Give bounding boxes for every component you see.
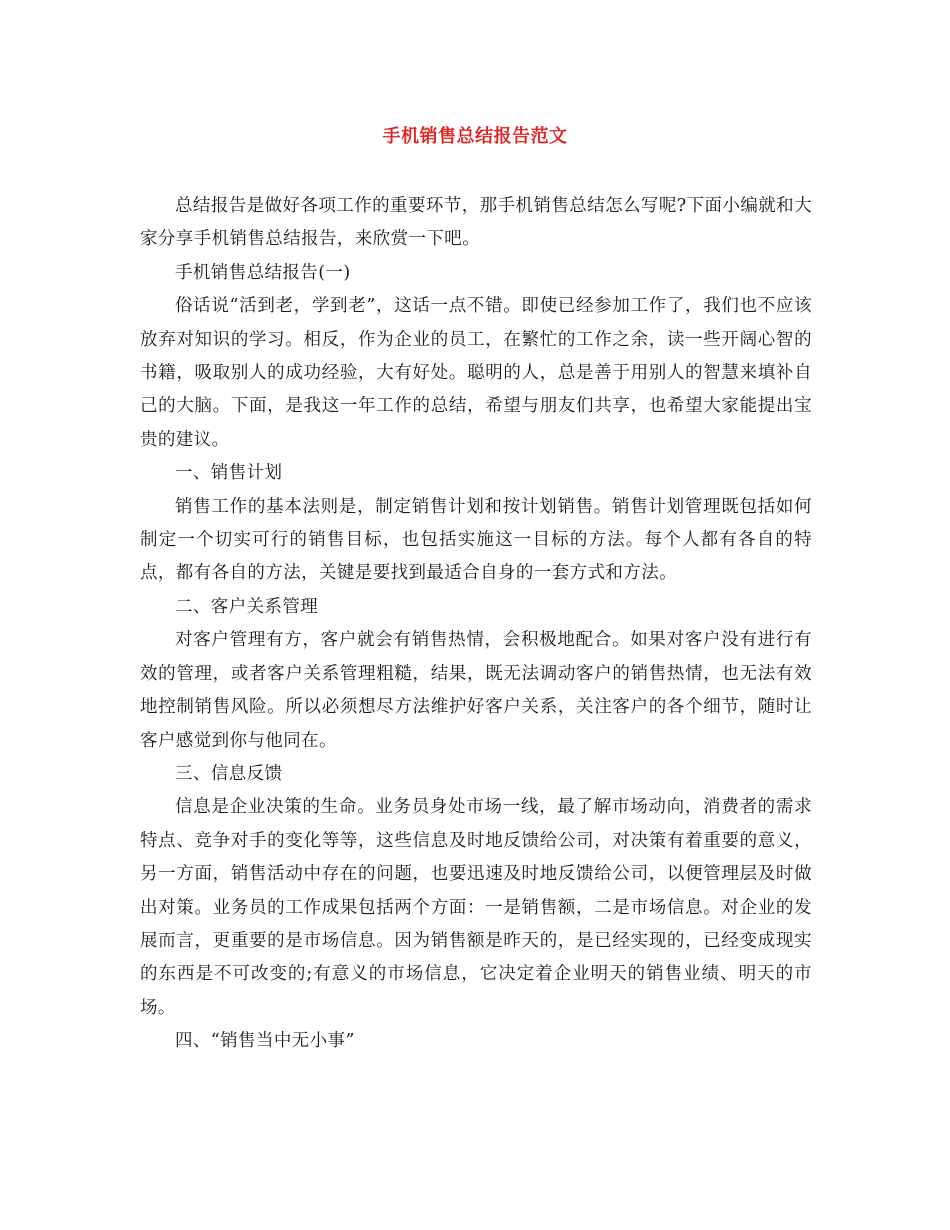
section-heading-customer-relations: 二、客户关系管理 [175,596,319,617]
section-heading-information-feedback: 三、信息反馈 [175,763,283,784]
section-heading-sales-plan: 一、销售计划 [175,463,283,484]
section-text-sales-plan: 销售工作的基本法则是，制定销售计划和按计划销售。销售计划管理既包括如何制定一个切实可行的销售目标，也包括实施这一目标的方法。每个人都有各自的特点，都有各自的方法，关键是要找到最适合自身的一套方式和方法。 [140,496,812,584]
section-text-customer-relations: 对客户管理有方，客户就会有销售热情，会积极地配合。如果对客户没有进行有效的管理，或者客户关系管理粗糙，结果，既无法调动客户的销售热情，也无法有效地控制销售风险。所以必须想尽方法维护好客户关系，关注客户的各个细节，随时让客户感觉到你与他同在。 [140,630,812,751]
document-title: 手机销售总结报告范文 [382,126,568,147]
opening-paragraph: 俗话说“活到老，学到老”，这话一点不错。即使已经参加工作了，我们也不应该放弃对知识的学习。相反，作为企业的员工，在繁忙的工作之余，读一些开阔心智的书籍，吸取别人的成功经验，大有好处。聪明的人，总是善于用别人的智慧来填补自己的大脑。下面，是我这一年工作的总结，希望与朋友们共享，也希望大家能提出宝贵的建议。 [140,296,812,450]
section-text-information-feedback: 信息是企业决策的生命。业务员身处市场一线，最了解市场动向，消费者的需求特点、竞争对手的变化等等，这些信息及时地反馈给公司，对决策有着重要的意义，另一方面，销售活动中存在的问题，也要迅速及时地反馈给公司，以便管理层及时做出对策。业务员的工作成果包括两个方面：一是销售额，二是市场信息。对企业的发展而言，更重要的是市场信息。因为销售额是昨天的，是已经实现的，已经变成现实的东西是不可改变的;有意义的市场信息，它决定着企业明天的销售业绩、明天的市场。 [140,797,812,1018]
intro-paragraph: 总结报告是做好各项工作的重要环节，那手机销售总结怎么写呢?下面小编就和大家分享手机销售总结报告，来欣赏一下吧。 [140,196,812,250]
section-heading-no-small-matters: 四、“销售当中无小事” [175,1031,355,1052]
document-body [140,190,812,1059]
report-subtitle: 手机销售总结报告(一) [175,262,351,283]
